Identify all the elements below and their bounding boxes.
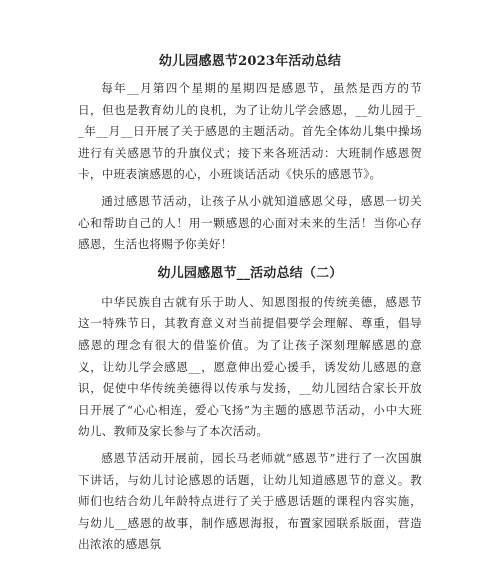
- paragraph: 每年__月第四个星期的星期四是感恩节，虽然是西方的节日，但也是教育幼儿的良机，为了让幼儿学会感恩，__幼儿园于__年__月__日开展了关于感恩的主题活动。首先全体幼儿集中操场进行有关感恩节的升旗仪式；接下来各班活动：大班制作感恩贺卡，中班表演感恩的心，小班谈话活动《快乐的感恩节》。: [78, 81, 422, 182]
- section-title: 幼儿园感恩节__活动总结（二）: [157, 265, 343, 281]
- document-title: 幼儿园感恩节2023年活动总结: [158, 54, 342, 69]
- paragraph: 中华民族自古就有乐于助人、知恩图报的传统美德，感恩节这一特殊节日，其教育意义对当前提倡要学会理解、尊重，倡导感恩的理念有很大的借鉴价值。为了让孩子深刻理解感恩的意义，让幼儿学会感恩__，愿意伸出爱心援手，诱发幼儿感恩的意识，促使中华传统美德得以传承与发扬，__幼儿园结合家长开放日开展了“心心相连，爱心飞扬”为主题的感恩节活动，小中大班幼儿、教师及家长参与了本次活动。: [78, 294, 422, 439]
- paragraph: 通过感恩节活动，让孩子从小就知道感恩父母，感恩一切关心和帮助自己的人！用一颗感恩的心面对未来的生活！当你心存感恩，生活也将赐予你美好！: [78, 193, 422, 252]
- document-body: [78, 52, 422, 561]
- paragraph: 感恩节活动开展前，园长马老师就“感恩节”进行了一次国旗下讲话，与幼儿讨论感恩的话题，让幼儿知道感恩节的意义。教师们也结合幼儿年龄特点进行了关于感恩话题的课程内容实施，与幼儿__感恩的故事，制作感恩海报，布置家园联系版面，营造出浓浓的感恩氛: [78, 450, 422, 552]
